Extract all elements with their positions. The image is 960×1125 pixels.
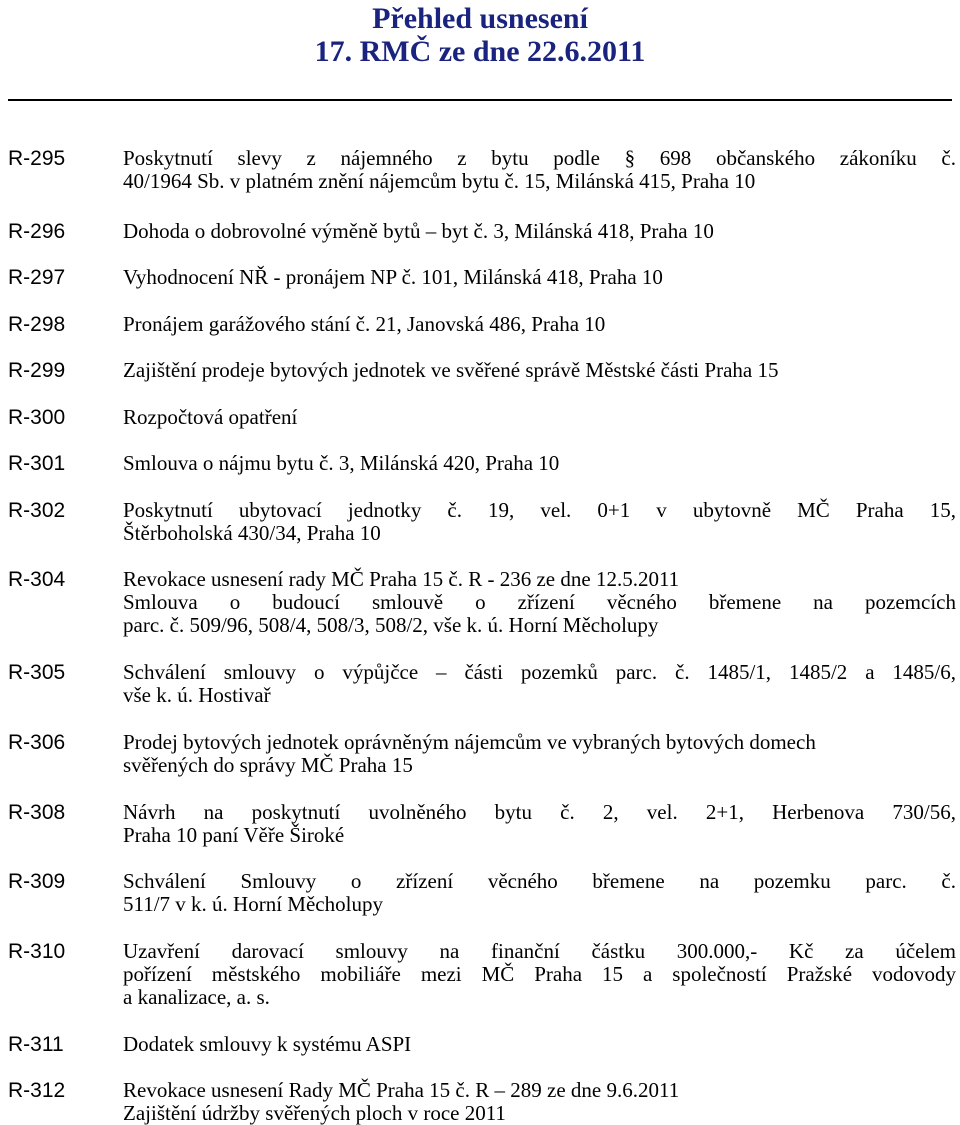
resolution-text-line: Schválení Smlouvy o zřízení věcného břemene na pozemku parc. č.: [123, 869, 956, 893]
page-subtitle: 17. RMČ ze dne 22.6.2011: [314, 35, 646, 68]
resolution-text-line: Vyhodnocení NŘ - pronájem NP č. 101, Milánská 418, Praha 10: [123, 265, 663, 289]
resolution-text: [123, 731, 956, 777]
resolution-text-line: Revokace usnesení rady MČ Praha 15 č. R - 236 ze dne 12.5.2011: [123, 567, 680, 591]
resolution-text-line: Návrh na poskytnutí uvolněného bytu č. 2, vel. 2+1, Herbenova 730/56,: [123, 800, 956, 824]
resolution-text-line: Schválení smlouvy o výpůjčce – části pozemků parc. č. 1485/1, 1485/2 a 1485/6,: [123, 660, 956, 684]
resolution-text: [123, 406, 956, 429]
resolution-text-line: Štěrboholská 430/34, Praha 10: [123, 521, 381, 545]
resolution-number: R-311: [8, 1033, 64, 1056]
resolution-number: R-297: [8, 266, 66, 289]
title-underline: [8, 99, 952, 101]
resolution-text: [123, 870, 956, 916]
resolution-text-line: Poskytnutí slevy z nájemného z bytu podle § 698 občanského zákoníku č.: [123, 146, 956, 170]
resolution-text-line: Zajištění údržby svěřených ploch v roce 2011: [123, 1101, 506, 1125]
resolution-number: R-308: [8, 801, 66, 824]
resolution-number: R-295: [8, 147, 66, 170]
resolution-text-line: vše k. ú. Hostivař: [123, 683, 271, 707]
resolution-number: R-305: [8, 661, 66, 684]
resolution-text-line: Pronájem garážového stání č. 21, Janovská 486, Praha 10: [123, 312, 606, 336]
resolution-number: R-306: [8, 731, 66, 754]
resolution-text-line: Poskytnutí ubytovací jednotky č. 19, vel. 0+1 v ubytovně MČ Praha 15,: [123, 498, 956, 522]
resolution-number: R-304: [8, 568, 66, 591]
resolution-text: [123, 1079, 956, 1125]
resolution-text: [123, 801, 956, 847]
resolution-text-line: a kanalizace, a. s.: [123, 985, 270, 1009]
resolution-text: [123, 452, 956, 475]
resolution-text-line: Prodej bytových jednotek oprávněným nájemcům ve vybraných bytových domech: [123, 730, 816, 754]
resolution-text-line: Smlouva o nájmu bytu č. 3, Milánská 420, Praha 10: [123, 451, 560, 475]
resolution-text: [123, 940, 956, 1009]
resolution-text-line: 40/1964 Sb. v platném znění nájemcům bytu č. 15, Milánská 415, Praha 10: [123, 169, 756, 193]
resolution-text: [123, 266, 956, 289]
resolution-text-line: Praha 10 paní Věře Široké: [123, 823, 345, 847]
resolution-text-line: Dodatek smlouvy k systému ASPI: [123, 1032, 412, 1056]
resolution-text-line: pořízení městského mobiliáře mezi MČ Praha 15 a společností Pražské vodovody: [123, 962, 956, 986]
resolution-text-line: Revokace usnesení Rady MČ Praha 15 č. R – 289 ze dne 9.6.2011: [123, 1078, 680, 1102]
resolution-text-line: Dohoda o dobrovolné výměně bytů – byt č. 3, Milánská 418, Praha 10: [123, 219, 714, 243]
resolution-text: [123, 1033, 956, 1056]
resolution-number: R-309: [8, 870, 66, 893]
page-title: Přehled usnesení: [372, 2, 588, 35]
resolution-text-line: parc. č. 509/96, 508/4, 508/3, 508/2, vše k. ú. Horní Měcholupy: [123, 613, 659, 637]
resolution-text: [123, 313, 956, 336]
resolution-text: [123, 568, 956, 637]
resolution-number: R-302: [8, 499, 66, 522]
resolution-number: R-312: [8, 1079, 66, 1102]
resolution-text: [123, 499, 956, 545]
resolution-number: R-300: [8, 406, 66, 429]
resolution-text: [123, 220, 956, 243]
resolution-text-line: 511/7 v k. ú. Horní Měcholupy: [123, 892, 383, 916]
resolution-text: [123, 147, 956, 193]
resolution-text-line: Rozpočtová opatření: [123, 405, 298, 429]
resolution-text: [123, 359, 956, 382]
resolution-number: R-299: [8, 359, 66, 382]
resolution-text-line: Smlouva o budoucí smlouvě o zřízení věcného břemene na pozemcích: [123, 590, 956, 614]
resolution-number: R-301: [8, 452, 66, 475]
resolution-text-line: Uzavření darovací smlouvy na finanční částku 300.000,- Kč za účelem: [123, 939, 956, 963]
resolution-number: R-296: [8, 220, 66, 243]
resolution-text: [123, 661, 956, 707]
resolution-number: R-298: [8, 313, 66, 336]
resolution-text-line: svěřených do správy MČ Praha 15: [123, 753, 413, 777]
resolution-number: R-310: [8, 940, 66, 963]
resolution-text-line: Zajištění prodeje bytových jednotek ve svěřené správě Městské části Praha 15: [123, 358, 779, 382]
